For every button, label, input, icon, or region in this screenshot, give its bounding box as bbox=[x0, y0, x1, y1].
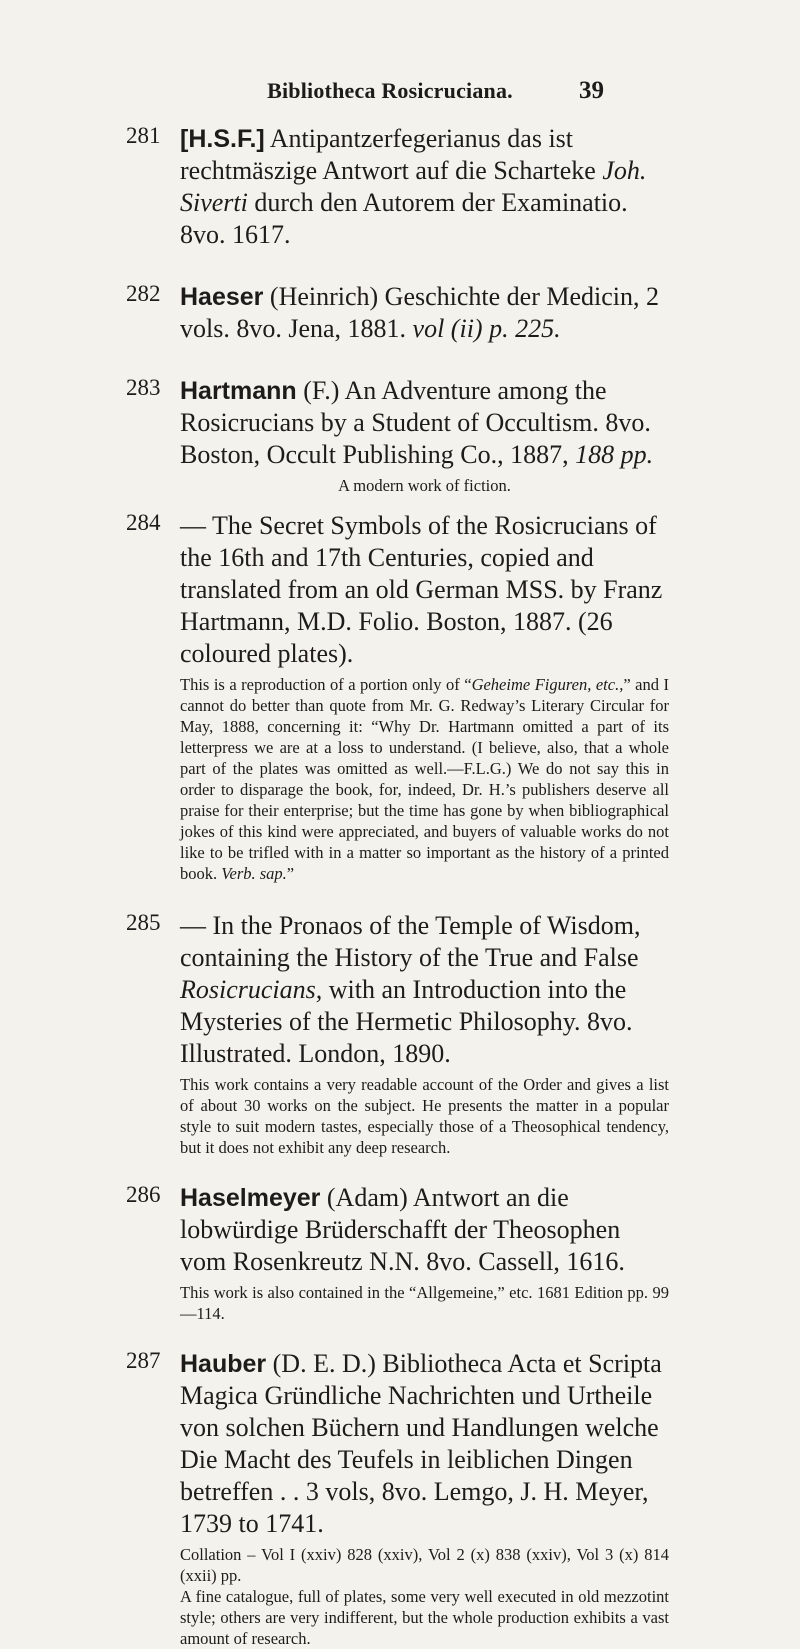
entry-note: A modern work of fiction. bbox=[338, 476, 511, 495]
entry-287 bbox=[0, 1348, 800, 1649]
entry-number: 284 bbox=[126, 510, 161, 535]
entry-283 bbox=[0, 375, 800, 496]
entry-number: 287 bbox=[126, 1348, 161, 1373]
entry-text: (Adam) Antwort an die lobwürdige Brüderschafft der Theosophen vom Rosenkreutz N.N. 8vo. Cassell, 1616. bbox=[180, 1183, 625, 1276]
entry-italic: Rosicrucians, bbox=[180, 975, 323, 1004]
entry-author: Hauber bbox=[180, 1350, 267, 1378]
entry-text: — In the Pronaos of the Temple of Wisdom, containing the History of the True and False bbox=[180, 911, 641, 972]
entry-author: Haselmeyer bbox=[180, 1184, 321, 1212]
entry-note-2: A fine catalogue, full of plates, some very well executed in old mezzotint style; others are very indifferent, but the whole production exhibits a vast amount of research. bbox=[180, 1587, 669, 1648]
entry-text: (F.) An Adventure among the Rosicrucians by a Student of Occultism. 8vo. Boston, Occult Publishing Co., 1887, bbox=[180, 376, 651, 469]
entry-text: Antipantzerfegerianus das ist rechtmäszige Antwort auf die Scharteke bbox=[180, 124, 603, 185]
bibliography-entries bbox=[0, 123, 800, 1649]
entry-main-text bbox=[180, 1348, 669, 1540]
entry-number: 286 bbox=[126, 1182, 161, 1207]
entry-italic: 188 pp. bbox=[575, 440, 654, 469]
running-title: Bibliotheca Rosicruciana. bbox=[267, 78, 513, 103]
entry-note bbox=[180, 674, 669, 884]
note-text-3: ” bbox=[286, 864, 295, 883]
entry-number: 282 bbox=[126, 281, 161, 306]
entry-italic: vol (ii) p. 225. bbox=[412, 314, 561, 343]
entry-number: 281 bbox=[126, 123, 161, 148]
entry-italic: Joh. Siverti bbox=[180, 156, 647, 217]
entry-284 bbox=[0, 510, 800, 884]
note-italic-2: Verb. sap. bbox=[221, 864, 287, 883]
entry-main-text bbox=[180, 281, 669, 345]
entry-282 bbox=[0, 281, 800, 345]
entry-main-text bbox=[180, 910, 669, 1070]
entry-author: Hartmann bbox=[180, 377, 297, 405]
entry-text-2: with an Introduction into the Mysteries of the Hermetic Philosophy. 8vo. Illustrated. London, 1890. bbox=[180, 975, 633, 1068]
entry-main-text bbox=[180, 1182, 669, 1278]
entry-main-text bbox=[180, 123, 669, 251]
entry-note: This work contains a very readable account of the Order and gives a list of about 30 works on the subject. He presents the matter in a popular style to suit modern tastes, especially those of a Theosophical tendency, but it does not exhibit any deep research. bbox=[180, 1075, 669, 1157]
running-head bbox=[0, 78, 800, 108]
entry-text: (Heinrich) Geschichte der Medicin, 2 vols. 8vo. Jena, 1881. bbox=[180, 282, 660, 343]
entry-author: Haeser bbox=[180, 283, 264, 311]
entry-author: [H.S.F.] bbox=[180, 125, 265, 153]
entry-text: (D. E. D.) Bibliotheca Acta et Scripta Magica Gründliche Nachrichten und Urtheile von solchen Büchern und Handlungen welche Die Macht des Teufels in leiblichen Dingen betreffen . . 3 vols, 8vo. Lemgo, J. H. Meyer, 1739 to 1741. bbox=[180, 1349, 662, 1538]
note-text: This is a reproduction of a portion only of “ bbox=[180, 675, 472, 694]
entry-281 bbox=[0, 123, 800, 251]
page-number: 39 bbox=[579, 77, 604, 104]
entry-number: 285 bbox=[126, 910, 161, 935]
entry-text-2: durch den Autorem der Examinatio. 8vo. 1617. bbox=[180, 188, 628, 249]
entry-note: Collation – Vol I (xxiv) 828 (xxiv), Vol 2 (x) 838 (xxiv), Vol 3 (x) 814 (xxii) pp. bbox=[180, 1545, 669, 1585]
entry-main-text bbox=[180, 375, 669, 471]
note-text-2: ” and I cannot do better than quote from Mr. G. Redway’s Literary Circular for May, 1888, concerning it: “Why Dr. Hartmann omitted a part of its letterpress we are at a loss to understand. (I believe, also, that a whole part of the plates was omitted as well.—F.L.G.) We do not say this in order to disparage the book, for, indeed, Dr. H.’s publishers deserve all praise for their enterprise; but the time has gone by when bibliographical jokes of this kind were appreciated, and buyers of valuable works do not like to be trifled with in a matter so important as the history of a printed book. bbox=[180, 675, 669, 883]
entry-note: This work is also contained in the “Allgemeine,” etc. 1681 Edition pp. 99—114. bbox=[180, 1283, 669, 1323]
entry-285 bbox=[0, 910, 800, 1158]
entry-number: 283 bbox=[126, 375, 161, 400]
entry-286 bbox=[0, 1182, 800, 1324]
entry-main-text: — The Secret Symbols of the Rosicrucians of the 16th and 17th Centuries, copied and translated from an old German MSS. by Franz Hartmann, M.D. Folio. Boston, 1887. (26 coloured plates). bbox=[180, 511, 663, 668]
note-italic: Geheime Figuren, etc., bbox=[471, 675, 624, 694]
